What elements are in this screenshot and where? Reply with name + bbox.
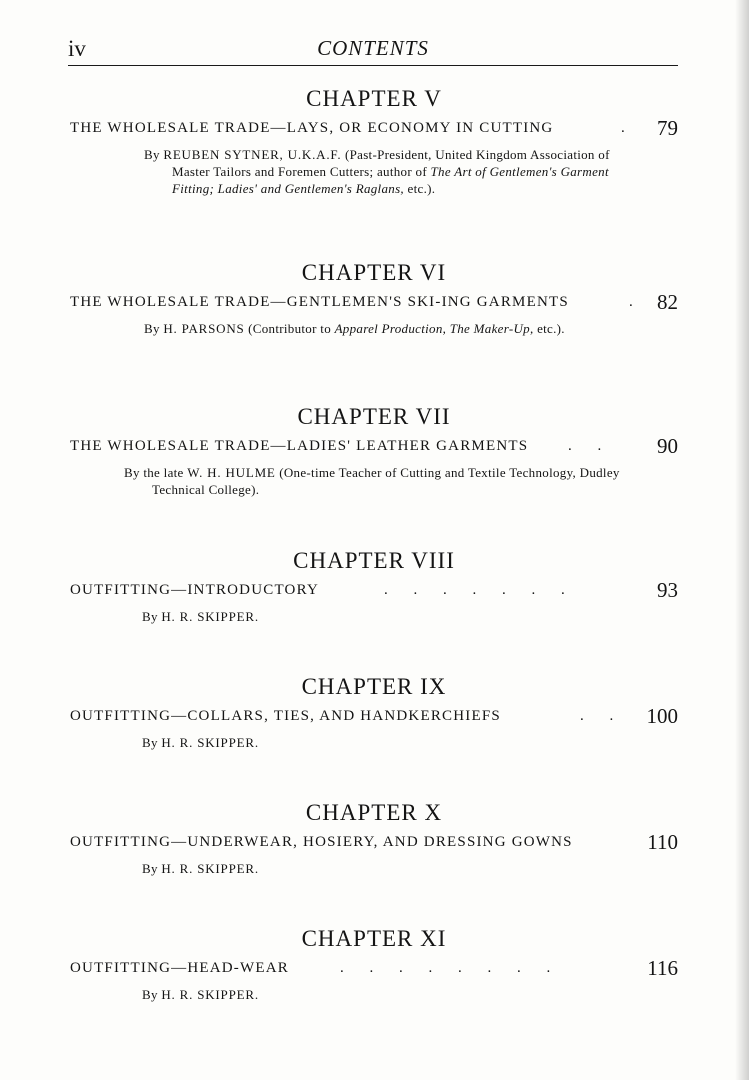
byline-by: By xyxy=(142,987,158,1002)
header-rule xyxy=(68,65,678,66)
leader-dots: . . . . . . . . xyxy=(340,960,551,976)
chapter-heading: CHAPTER VII xyxy=(297,404,451,429)
entry-title: OUTFITTING—INTRODUCTORY xyxy=(70,582,319,598)
entry-title: THE WHOLESALE TRADE—GENTLEMEN'S SKI-ING GARMENTS xyxy=(70,294,569,310)
byline-by: By the late xyxy=(124,465,184,480)
byline-text-end: etc.). xyxy=(537,321,565,336)
byline-text: (Contributor to xyxy=(248,321,331,336)
byline-by: By xyxy=(144,321,160,336)
page-folio: iv xyxy=(68,36,86,61)
chapter-v xyxy=(68,84,680,197)
byline xyxy=(68,608,626,625)
toc-entry[interactable] xyxy=(68,434,680,462)
byline-author: REUBEN SYTNER, U.K.A.F. xyxy=(163,147,342,162)
byline-by: By xyxy=(142,735,158,750)
byline-work: The Art of Gentlemen's Garment Fitting; Ladies' and Gentlemen's Raglans, xyxy=(172,164,609,196)
byline-by: By xyxy=(142,861,158,876)
page-number: 93 xyxy=(657,578,678,602)
running-title: CONTENTS xyxy=(317,36,429,60)
toc-entry[interactable] xyxy=(68,578,680,606)
chapter-heading: CHAPTER IX xyxy=(301,674,447,699)
page-number: 100 xyxy=(646,704,678,728)
chapter-vi xyxy=(68,258,680,337)
chapter-heading: CHAPTER VIII xyxy=(293,548,455,573)
page-header xyxy=(68,34,678,68)
chapter-xi xyxy=(68,924,680,1003)
byline-author: H. R. SKIPPER. xyxy=(161,609,259,624)
page-number: 79 xyxy=(657,116,678,140)
chapter-ix xyxy=(68,672,680,751)
leader-dots: . xyxy=(629,294,633,310)
chapter-heading: CHAPTER V xyxy=(306,86,442,111)
page-number: 82 xyxy=(657,290,678,314)
byline xyxy=(68,320,624,337)
byline-author: H. R. SKIPPER. xyxy=(161,861,259,876)
chapter-viii xyxy=(68,546,680,625)
entry-title: OUTFITTING—COLLARS, TIES, AND HANDKERCHIEFS xyxy=(70,708,501,724)
chapter-heading: CHAPTER X xyxy=(305,800,443,825)
entry-title: THE WHOLESALE TRADE—LAYS, OR ECONOMY IN CUTTING xyxy=(70,120,554,136)
byline-author: H. R. SKIPPER. xyxy=(161,735,259,750)
page-number: 110 xyxy=(647,830,678,854)
chapter-heading: CHAPTER VI xyxy=(301,260,447,285)
byline xyxy=(68,734,626,751)
byline-author: W. H. HULME xyxy=(187,465,276,480)
entry-title: OUTFITTING—HEAD-WEAR xyxy=(70,960,289,976)
leader-dots: . xyxy=(621,120,625,136)
byline-work: Apparel Production, The Maker-Up, xyxy=(334,321,534,336)
toc-entry[interactable] xyxy=(68,704,680,732)
page-number: 116 xyxy=(647,956,678,980)
byline xyxy=(68,860,626,877)
page-number: 90 xyxy=(657,434,678,458)
chapter-vii xyxy=(68,402,680,498)
toc-entry[interactable] xyxy=(68,116,680,144)
leader-dots: . . xyxy=(568,438,602,454)
byline-by: By xyxy=(142,609,158,624)
toc-entry[interactable] xyxy=(68,956,680,984)
toc-entry[interactable] xyxy=(68,830,680,858)
chapter-heading: CHAPTER XI xyxy=(301,926,447,951)
entry-title: THE WHOLESALE TRADE—LADIES' LEATHER GARMENTS xyxy=(70,438,529,454)
leader-dots: . . xyxy=(580,708,614,724)
leader-dots: . . . . . . . xyxy=(384,582,565,598)
page-edge-shadow xyxy=(735,0,749,1080)
entry-title: OUTFITTING—UNDERWEAR, HOSIERY, AND DRESSING GOWNS xyxy=(70,834,573,850)
toc-entry[interactable] xyxy=(68,290,680,318)
chapter-x xyxy=(68,798,680,877)
byline-text-end: etc.). xyxy=(407,181,436,196)
byline-text: (Past-President, United Kingdom Association of Master Tailors and Foremen Cutters; author of xyxy=(172,147,610,179)
byline xyxy=(68,464,632,498)
byline-author: H. PARSONS xyxy=(163,321,245,336)
byline xyxy=(68,146,624,197)
byline-by: By xyxy=(144,147,160,162)
byline-text: (One-time Teacher of Cutting and Textile Technology, Dudley Technical College). xyxy=(152,465,620,497)
byline xyxy=(68,986,626,1003)
byline-author: H. R. SKIPPER. xyxy=(161,987,259,1002)
